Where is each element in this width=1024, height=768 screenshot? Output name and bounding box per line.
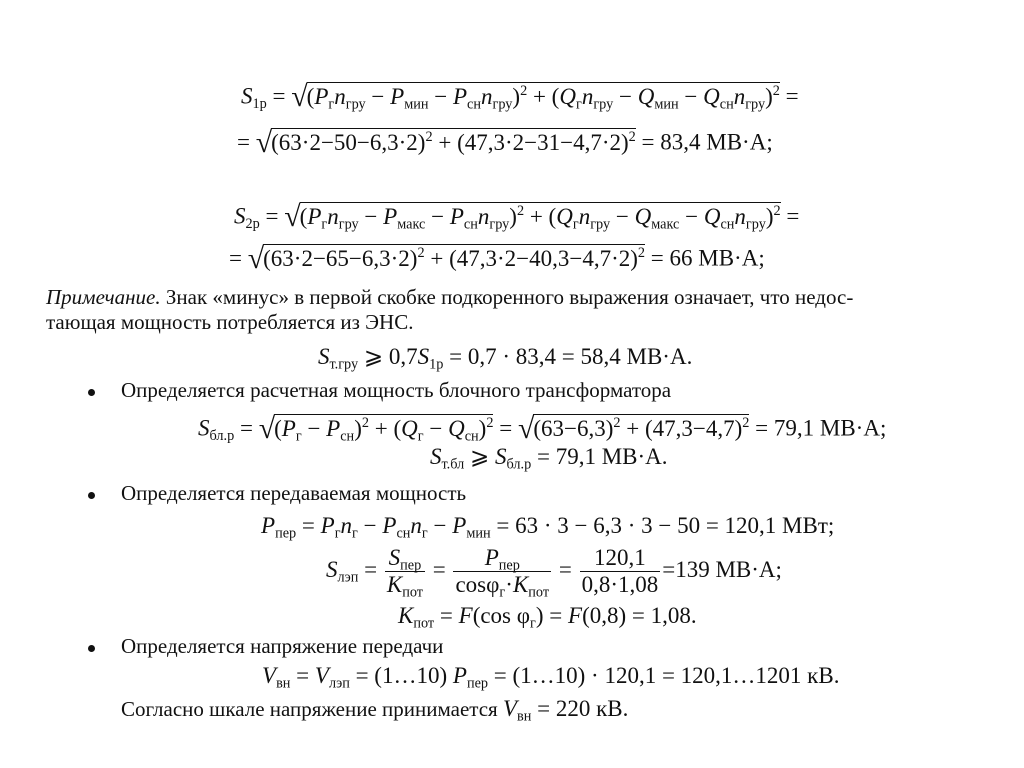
formula-s2p-line2: = $√(63\cdot 2-65-6,3\cdot 2)^2 + (47,3\cdot 2-40,3-4,7\cdot 2)^2 = 66$ МВ·А;: [229, 242, 765, 275]
fraction-s-per-k-pot: $\frac{S_{пер}}{K_{пот}}$: [386, 545, 423, 601]
bullet-icon: [88, 645, 95, 652]
bullet-icon: [88, 492, 95, 499]
formula-k-pot: $K_{пот} = F(\cos$ $\varphi_г) = F(0,8) = 1,08$.: [398, 603, 697, 632]
formula-s1p-line1: $S_{1р} = √(P_гn_{гру} - P_{мин} - P_{сн}n_{гру})^2 + (Q_гn_{гру} - Q_{мин} - Q_{сн}n_{гру})^2$ =: [241, 80, 799, 113]
fraction-p-per-cos: $\frac{P_{пер}}{\cos\varphi_г\cdot K_{пот}}$: [455, 545, 550, 601]
fraction-values: $\frac{120,1}{0,8\cdot 1,08}$: [581, 545, 659, 598]
formula-v-vn: $V_{вн} = V_{лэп}$ = (1…10) $P_{пер}$ = (1…10) · 120,1 = 120,1…1201 кВ.: [262, 663, 840, 692]
formula-s-blp: $S_{бл.р} = √(P_г - P_{сн})^2 + (Q_г - Q_{сн})^2 = √(63-6,3)^2 + (47,3-4,7)^2 = 79,1$ МВ·А;: [198, 412, 887, 445]
bullet-text-2: Определяется передаваемая мощность: [121, 481, 467, 505]
formula-s-tgru: $S_{т.гру}$ ⩾ $0,7S_{1р} = 0,7 \cdot 83,4 = 58,4$ МВ·А.: [318, 344, 693, 373]
note-line1: [46, 287, 853, 308]
conclusion: [121, 696, 629, 725]
conclusion-value: $V_{вн} = 220$ кВ.: [502, 696, 629, 725]
bullet-text-3: Определяется напряжение передачи: [121, 634, 444, 658]
formula-s2p-line1: $S_{2р} = √(P_гn_{гру} - P_{макс} - P_{сн}n_{гру})^2 + (Q_гn_{гру} - Q_{макс} - Q_{сн}n_{гру})^2$ =: [234, 200, 800, 233]
bullet-icon: [88, 389, 95, 396]
bullet-text-1: Определяется расчетная мощность блочного трансформатора: [121, 378, 672, 402]
note-line2: тающая мощность потребляется из ЭНС.: [46, 310, 414, 334]
note-text-1: Знак «минус» в первой скобке подкоренного выражения означает, что недос-: [160, 285, 854, 309]
conclusion-text: Согласно шкале напряжение принимается: [121, 697, 503, 721]
formula-s-tbl: $S_{т.бл}$ ⩾ $S_{бл.р} = 79,1$ МВ·А.: [430, 444, 668, 473]
note-label: Примечание.: [46, 285, 161, 309]
formula-s1p-line2: = $√(63\cdot 2-50-6,3\cdot 2)^2 + (47,3\cdot 2-31-4,7\cdot 2)^2 = 83,4$ МВ·А;: [237, 126, 773, 159]
formula-s-lep: $S_{лэп}$ = $\frac{S_{пер}}{K_{пот}}$ = $\frac{P_{пер}}{\cos\varphi_г\cdot K_{пот}}$ = $\frac{120,1}{0,8\cdot 1,08}$ =139 МВ·А;: [326, 545, 782, 601]
formula-p-per: $P_{пер} = P_гn_г - P_{сн}n_г - P_{мин} = 63 \cdot 3 - 6,3 \cdot 3 - 50 = 120,1$ МВт;: [261, 513, 835, 542]
